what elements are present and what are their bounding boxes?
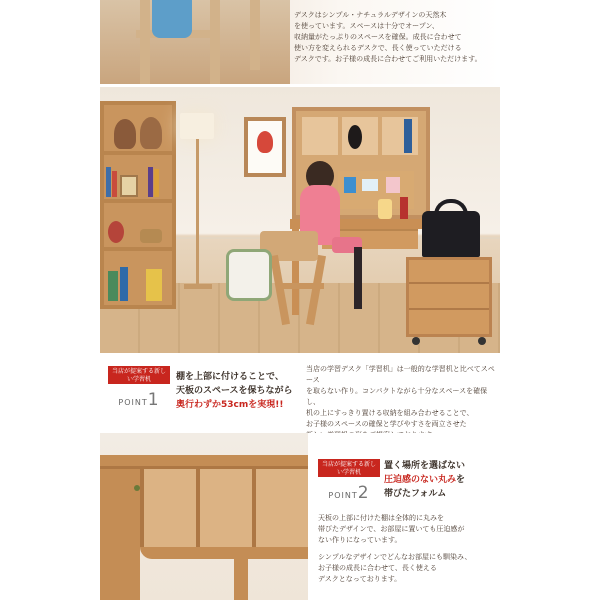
red-book [400,197,408,219]
intro-line: デスクはシンプル・ナチュラルデザインの天然木 [294,11,447,19]
point-1-section [100,360,500,428]
kid-chair-photo [100,0,290,84]
school-bag [422,211,480,257]
body-line: 机の上にすっきり置ける収納を組み合わせることで、 [306,409,474,417]
headline-suffix: を [456,475,466,485]
body-line: 当店の学習デスク「学習机」は一般的な学習机と比べてスペース [306,365,495,384]
floor-lamp-shade [180,113,214,139]
point-badge-label: 当店が提案する新しい学習机 [318,459,380,477]
rounded-shelf-board [140,547,308,559]
intro-text [294,10,494,65]
book-row [106,265,166,301]
shelf-post [234,559,248,600]
shelf-cubby [140,469,196,547]
headline-accent: 奥行わずか53cmを実現!! [176,400,284,410]
floor-lamp-pole [196,139,199,287]
floor-cushion [226,249,272,301]
point-word: POINT [118,398,148,407]
body-line: 帯びたデザインで、お部屋に置いても圧迫感が [318,525,465,533]
child-legs [152,0,192,38]
headline-line: 置く場所を選ばない [384,461,466,471]
teddy-bear [114,119,136,149]
wagon-drawer-line [409,308,489,310]
point-2-body [318,513,500,585]
wagon-drawer-line [409,282,489,284]
shelf-closeup-photo [100,433,308,600]
chair-footrest [276,283,324,289]
headline-accent: 圧迫感のない丸み [384,475,457,485]
chair-leg [140,0,150,84]
point-1-headline [176,370,304,412]
book [120,267,128,301]
body-line: お子様の成長に合わせて、長く使える [318,564,437,572]
shelf-board [104,199,172,203]
point-word: POINT [328,491,358,500]
book-row [106,163,166,197]
floor-lamp-base [184,284,212,289]
intro-line: を使っています。スペースは十分でオープン、 [294,22,439,30]
pinned-card [386,177,400,193]
intro-line: 収納量がたっぷりのスペースを確保。成長に合わせて [294,33,462,41]
body-line: を取らない作り。コンパクトながら十分なスペースを確保し、 [306,387,488,406]
body-line: 天板の上部に付けた棚は全体的に丸みを [318,514,444,522]
toy [108,221,124,243]
desk-leg [250,0,260,70]
teddy-bear [140,117,162,149]
drawer-wagon [406,257,492,337]
shelf-board [104,151,172,155]
point-number: 2 [357,483,370,503]
point-label [108,390,170,410]
book [154,169,159,197]
headline-line: 棚を上部に付けることで、 [176,372,284,382]
book [112,171,117,197]
mouse-figure [348,125,362,149]
shelf-cubby [252,469,308,547]
book [404,119,412,153]
book [106,167,111,197]
room-photo [100,87,500,353]
shelf-cubby [196,469,252,547]
body-line: シンプルなデザインでどんなお部屋にも馴染み、 [318,553,472,561]
point-1-body [306,364,500,441]
bookshelf [100,101,176,309]
point-2-section [100,433,500,600]
girl-socks [354,247,362,309]
intro-line: デスクです。お子様の成長に合わせてご利用いただけます。 [294,55,482,63]
book [108,271,118,301]
headline-line: 天板のスペースを保ちながら [176,386,293,396]
pinned-card [362,179,378,191]
hutch-cubby [302,117,338,155]
hutch-cubby [382,117,418,155]
shelf-board [104,247,172,251]
pinned-card [344,177,356,193]
point-1-badge [108,366,170,410]
top-photo-section [100,0,500,84]
point-2-badge [318,459,380,503]
point-2-headline [384,459,500,501]
body-line: お子様のスペースの確保と学びやすさを両立させた [306,420,467,428]
point-label [318,483,380,503]
shelf-top-board [100,455,308,469]
basket [140,229,162,243]
caster-wheel [478,337,486,345]
desk-light [378,199,392,219]
intro-line: 使い方を変えられるデスクで、長く使っていただける [294,44,462,52]
book [146,269,162,301]
photo-frame [120,175,138,197]
point-number: 1 [147,390,160,410]
book [148,167,153,197]
rooster-illustration [257,131,273,153]
body-line: デスクとなっております。 [318,575,402,583]
headline-line: 帯びたフォルム [384,489,447,499]
caster-wheel [412,337,420,345]
body-line: ない作りになっています。 [318,536,402,544]
point-badge-label: 当店が提案する新しい学習机 [108,366,170,384]
wall-picture [244,117,286,177]
chair-leg [210,0,220,84]
